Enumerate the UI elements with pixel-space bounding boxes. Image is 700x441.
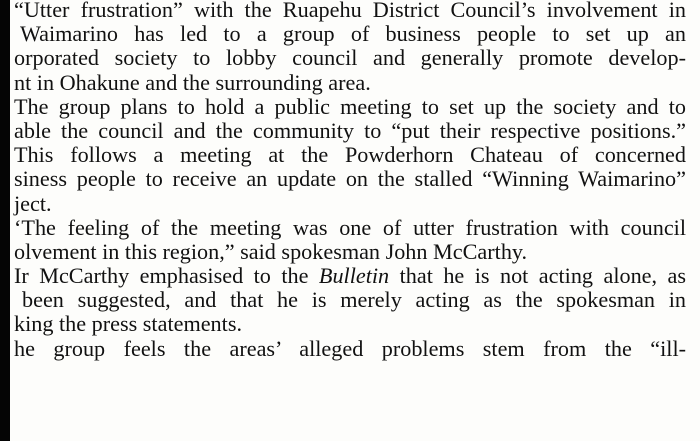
article-line	[14, 312, 700, 336]
article-line	[14, 71, 700, 95]
line-text: been suggested, and that he is merely acting as the spokesman in	[22, 287, 686, 313]
line-text: olvement in this region,” said spokesman John McCarthy.	[14, 238, 528, 264]
article-line	[14, 95, 700, 119]
article-line	[14, 143, 700, 167]
line-text	[14, 264, 686, 288]
line-text: ‘The feeling of the meeting was one of utter frustration with council	[14, 214, 686, 240]
line-text: king the press statements.	[14, 311, 242, 337]
line-text: he group feels the areas’ alleged problems stem from the “ill-	[14, 335, 686, 361]
line-segment: that he is not acting alone, as	[389, 263, 686, 289]
article-line	[14, 192, 700, 216]
line-text: Waimarino has led to a group of business people to set up an	[20, 21, 686, 47]
article-line	[14, 0, 700, 22]
line-text: This follows a meeting at the Powderhorn Chateau of concerned	[14, 142, 686, 168]
line-text: able the council and the community to “put their respective positions.”	[14, 117, 686, 143]
article-line	[14, 22, 700, 46]
line-segment: Ir McCarthy emphasised to the	[14, 263, 319, 289]
line-text: The group plans to hold a public meeting to set up the society and to	[14, 93, 686, 119]
article-line	[14, 337, 700, 361]
line-text: orporated society to lobby council and generally promote develop-	[14, 45, 686, 71]
article-line	[14, 167, 700, 191]
line-text: siness people to receive an update on the stalled “Winning Waimarino”	[14, 166, 686, 192]
page-left-edge-shadow	[0, 0, 10, 441]
article-line	[14, 264, 700, 288]
line-text: “Utter frustration” with the Ruapehu District Council’s involvement in	[14, 0, 686, 22]
article-line	[14, 119, 700, 143]
article-line	[14, 240, 700, 264]
line-text: nt in Ohakune and the surrounding area.	[14, 69, 371, 95]
article-line	[14, 288, 700, 312]
article-column	[14, 0, 700, 361]
line-text: ject.	[14, 190, 52, 216]
article-line	[14, 46, 700, 70]
publication-name-italic: Bulletin	[318, 263, 390, 289]
article-line	[14, 216, 700, 240]
